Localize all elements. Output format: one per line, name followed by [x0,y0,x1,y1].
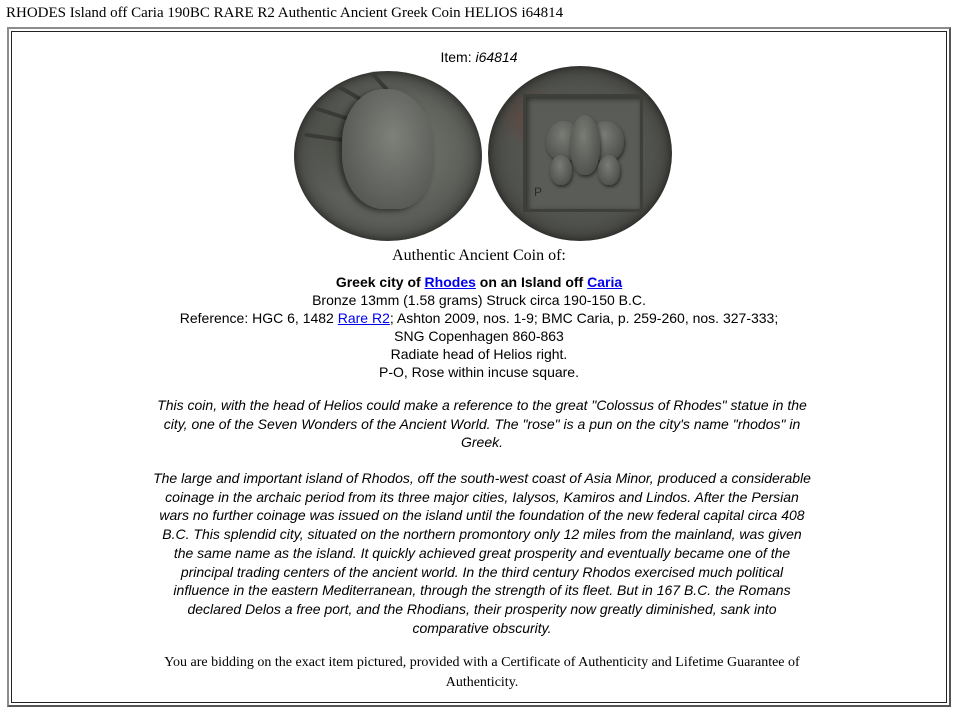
coin-photo [293,66,673,246]
rhodes-link[interactable]: Rhodes [424,274,476,290]
page-title: RHODES Island off Caria 190BC RARE R2 Authentic Ancient Greek Coin HELIOS i64814 [6,5,564,21]
section-heading: Authentic Ancient Coin of: [392,247,566,264]
listing-frame-inner [11,31,947,703]
incuse-square [523,94,643,212]
coin-reverse-image [488,66,672,241]
item-label: Item: [440,49,472,65]
coin-obverse-image [294,71,482,241]
reference-line: Reference: HGC 6, 1482 Rare R2; Ashton 2009, nos. 1-9; BMC Caria, p. 259-260, nos. 327-333; [179,310,779,326]
authenticity-guarantee: You are bidding on the exact item pictured, provided with a Certificate of Authenticity and Lifetime Guarantee of Authenticity. [164,655,800,690]
rare-r2-link[interactable]: Rare R2 [337,310,390,326]
city-line: Greek city of Rhodes on an Island off Caria [335,274,623,290]
caria-link[interactable]: Caria [587,274,623,290]
rose-icon [546,115,624,195]
item-id-line [12,49,946,65]
item-id: i64814 [475,49,518,65]
monogram-p: P [534,185,543,199]
reverse-description: P-O, Rose within incuse square. [379,364,579,380]
metal-size-line: Bronze 13mm (1.58 grams) Struck circa 190-150 B.C. [312,292,646,308]
sng-reference-line: SNG Copenhagen 860-863 [394,328,564,344]
colossus-paragraph: This coin, with the head of Helios could make a reference to the great "Colossus of Rhodes" statue in the city, one of the Seven Wonders of the Ancient World. The "rose" is a pun on the city's name "rhodos" in Greek. [157,397,807,451]
helios-head-icon [342,89,434,209]
obverse-description: Radiate head of Helios right. [390,346,568,362]
history-paragraph: The large and important island of Rhodos, off the south-west coast of Asia Minor, produced a considerable coinage in the archaic period from its three major cities, Ialysos, Kamiros and Lindos. After the Persian wars no further coinage was issued on the island until the foundation of the new federal capital circa 408 B.C. This splendid city, situated on the northern promontory only 12 miles from the mainland, was given the same name as the island. It quickly achieved great prosperity and eventually became one of the principal trading centers of the ancient world. In the third century Rhodos exercised much political influence in the eastern Mediterranean, through the strength of its fleet. But in 167 B.C. the Romans declared Delos a free port, and the Rhodians, their prosperity now greatly diminished, sank into comparative obscurity. [153,470,811,636]
listing-frame [7,27,951,707]
